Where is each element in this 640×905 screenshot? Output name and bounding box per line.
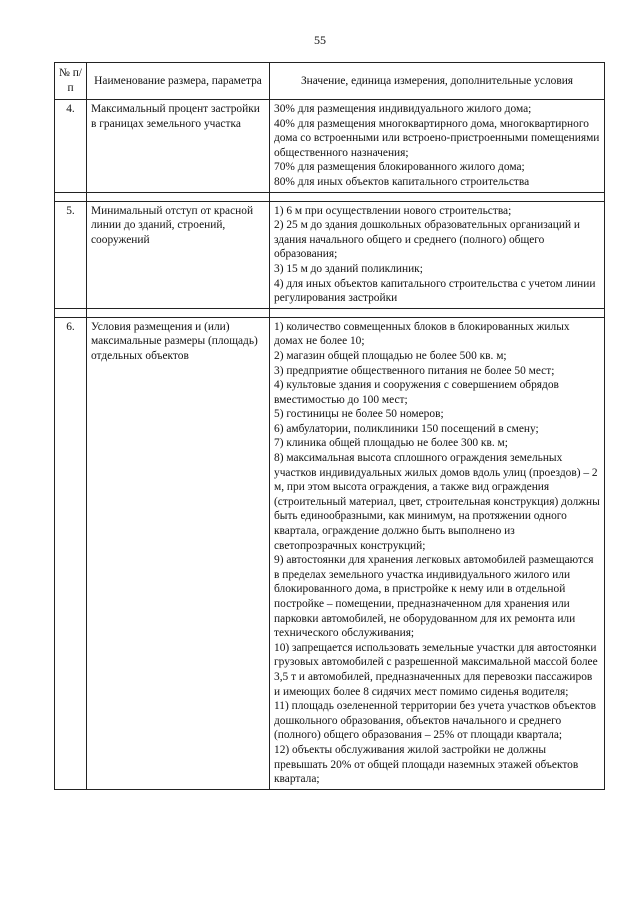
value-line: 7) клиника общей площадью не более 300 кв. м; [274,437,508,450]
row-parameter-name: Условия размещения и (или) максимальные размеры (площадь) отдельных объектов [87,317,270,789]
row-parameter-name: Минимальный отступ от красной линии до зданий, строений, сооружений [87,201,270,308]
table-row [55,201,605,308]
value-line: 4) для иных объектов капитального строительства с учетом линии регулирования застройки [274,277,596,305]
header-number: № п/п [55,63,87,100]
value-line: 70% для размещения блокированного жилого дома; [274,161,525,174]
page-number: 55 [314,33,326,47]
value-line: 1) количество совмещенных блоков в блокированных жилых домах не более 10; [274,320,570,348]
value-line: 40% для размещения многоквартирного дома, многоквартирного дома со встроенными или встроено-пристроенными помещениями общественного назначения; [274,117,600,159]
header-value: Значение, единица измерения, дополнительные условия [270,63,605,100]
value-line: 80% для иных объектов капитального строительства [274,175,530,188]
table-row [55,317,605,789]
row-value [270,201,605,308]
row-parameter-name: Максимальный процент застройки в границах земельного участка [87,100,270,193]
value-line: 3) 15 м до зданий поликлиник; [274,262,423,275]
value-line: 2) 25 м до здания дошкольных образовательных организаций и здания начального общего и среднего (полного) общего образования; [274,219,580,261]
header-parameter-name: Наименование размера, параметра [87,63,270,100]
value-line: 10) запрещается использовать земельные участки для автостоянки грузовых автомобилей с разрешенной максимальной массой более 3,5 т и автомобилей, предназначенных для перевозки пассажиров и имеющих более 8 сидячих мест помимо сиденья водителя; [274,641,598,698]
row-spacer [55,308,605,317]
value-line: 5) гостиницы не более 50 номеров; [274,408,444,421]
row-spacer [55,192,605,201]
value-line: 9) автостоянки для хранения легковых автомобилей размещаются в пределах земельного участка индивидуального жилого или блокированного дома, в пристройке к нему или в отдельной постройке – помещении, предназначенном для хранения или парковки автомобилей, не оборудованном для их ремонта или технического обслуживания; [274,554,594,640]
value-line: 11) площадь озелененной территории без учета участков объектов дошкольного образования, объектов начального и среднего (полного) общего образования – 25% от площади квартала; [274,700,597,742]
row-number: 4. [55,100,87,193]
value-line: 30% для размещения индивидуального жилого дома; [274,103,532,115]
value-line: 8) максимальная высота сплошного ограждения земельных участков индивидуальных жилых домов вдоль улиц (проездов) – 2 м, при этом высота ограждения, а также вид ограждения (строительный материал, цвет, строительная конструкция) должны быть единообразными, как минимум, на протяжении одного квартала, ограждение должно быть выполнено из светопрозрачных конструкций; [274,452,600,552]
row-value [270,317,605,789]
table-header-row [55,63,605,100]
regulations-table [54,62,605,790]
value-line: 6) амбулатории, поликлиники 150 посещений в смену; [274,422,539,435]
table-row [55,100,605,193]
row-number: 5. [55,201,87,308]
row-number: 6. [55,317,87,789]
value-line: 2) магазин общей площадью не более 500 кв. м; [274,349,507,362]
value-line: 12) объекты обслуживания жилой застройки не должны превышать 20% от общей площади наземных этажей объектов квартала; [274,743,579,786]
value-line: 4) культовые здания и сооружения с совершением обрядов вместимостью до 100 мест; [274,379,559,406]
row-value [270,100,605,193]
value-line: 1) 6 м при осуществлении нового строительства; [274,204,512,217]
value-line: 3) предприятие общественного питания не более 50 мест; [274,364,555,377]
